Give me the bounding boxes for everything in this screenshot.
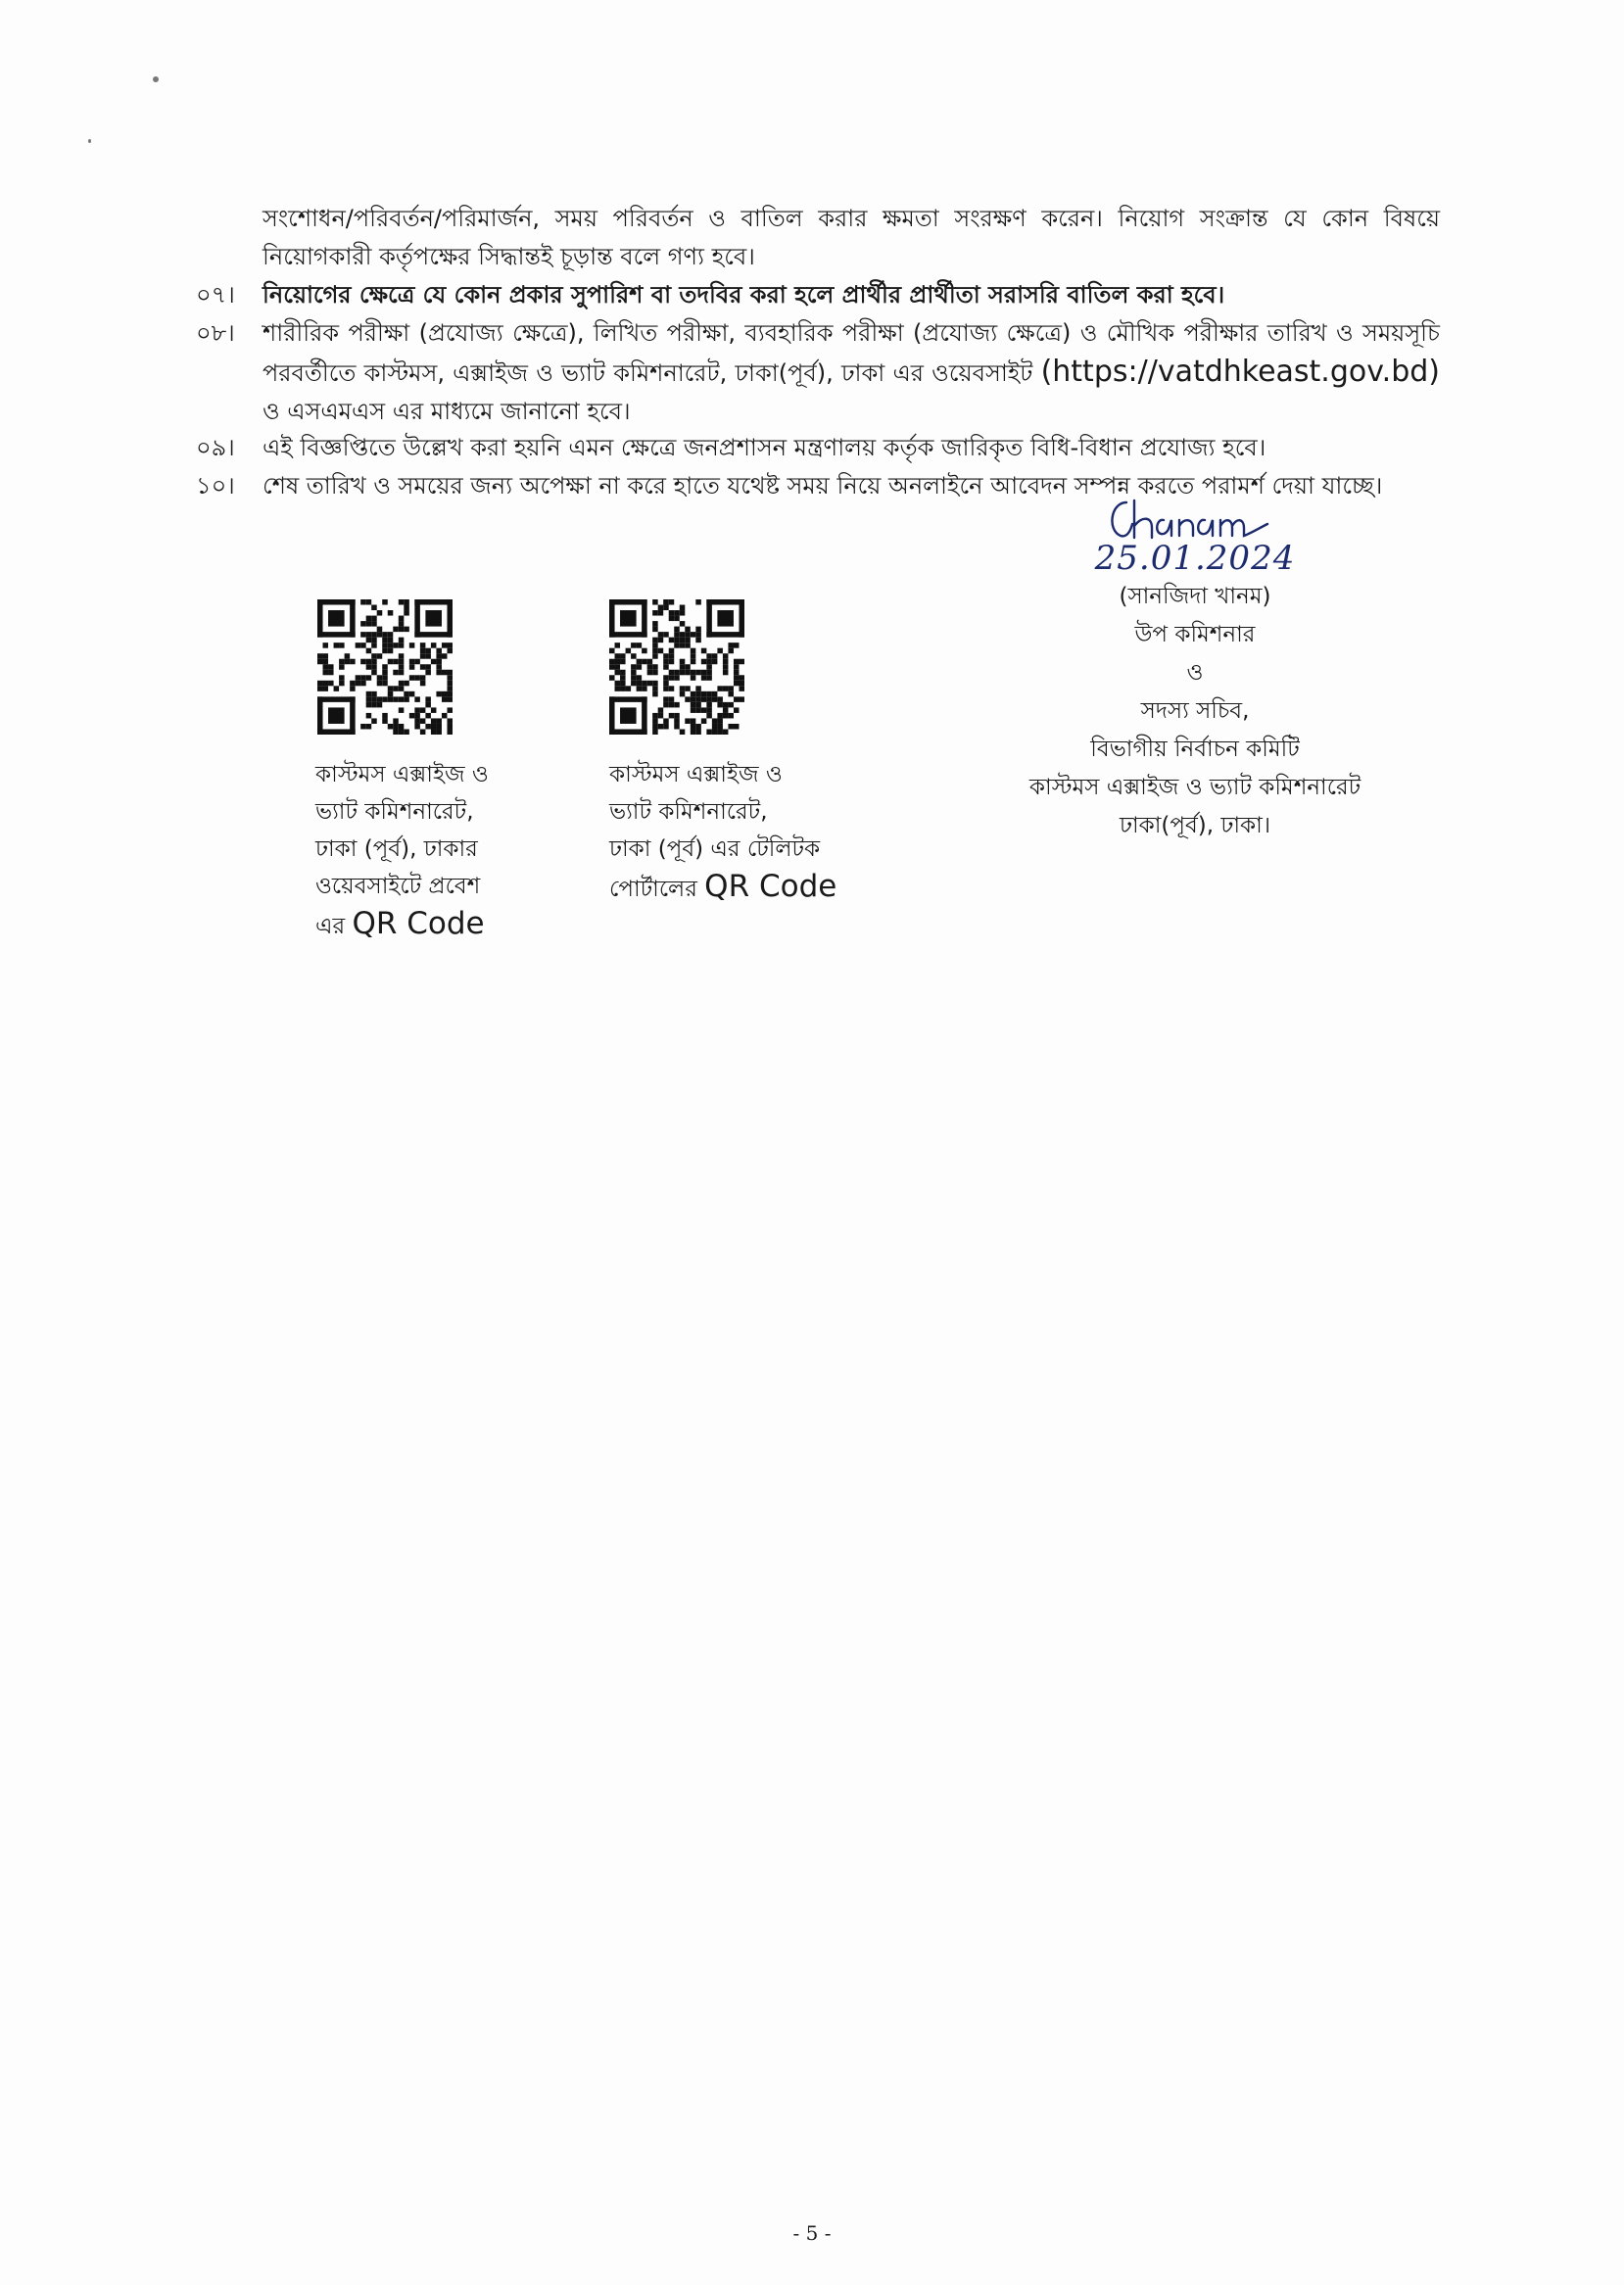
signatory-location: ঢাকা(পূর্ব), ঢাকা। (1119, 813, 1271, 838)
scan-speck (153, 76, 159, 82)
signature-block (979, 495, 1410, 845)
item-number: ১০। (196, 472, 235, 500)
qr-caption-prefix: পোর্টালের (609, 877, 697, 902)
item-text: শেষ তারিখ ও সময়ের জন্য অপেক্ষা না করে হাতে যথেষ্ট সময় নিয়ে অনলাইনে আবেদন সম্পন্ন করতে পরামর্শ দেয়া যাচ্ছে। (263, 472, 1383, 500)
signatory-conjunction: ও (1186, 660, 1204, 686)
signatory-committee: বিভাগীয় নির্বাচন কমিটি (1090, 737, 1300, 762)
item-number: ০৭। (196, 281, 235, 309)
qr-teletalk-block (609, 599, 874, 908)
item-number: ০৯। (196, 434, 235, 461)
item-number: ০৮। (196, 319, 235, 347)
item-text-part: ও এসএমএস এর মাধ্যমে জানানো হবে। (263, 398, 631, 425)
qr-caption-en: QR Code (704, 869, 837, 904)
qr-caption-line: ভ্যাট কমিশনারেট, (315, 799, 474, 825)
item-text: নিয়োগের ক্ষেত্রে যে কোন প্রকার সুপারিশ বা তদবির করা হলে প্রার্থীর প্রার্থীতা সরাসরি বাতিল করা হবে। (263, 281, 1225, 309)
item-text: এই বিজ্ঞপ্তিতে উল্লেখ করা হয়নি এমন ক্ষেত্রে জনপ্রশাসন মন্ত্রণালয় কর্তৃক জারিকৃত বিধি-বিধান প্রযোজ্য হবে। (263, 434, 1266, 461)
page-number: - 5 - (792, 2221, 832, 2245)
qr-code-icon (609, 599, 744, 735)
qr-caption-line: ঢাকা (পূর্ব) এর টেলিটক (609, 836, 821, 862)
qr-caption-line (315, 905, 550, 945)
qr-caption-line: ওয়েবসাইটে প্রবেশ (315, 874, 481, 899)
website-url: (https://vatdhkeast.gov.bd) (1040, 355, 1440, 389)
item-07 (196, 276, 1440, 314)
item-text (263, 314, 1440, 431)
qr-caption-en: QR Code (352, 906, 485, 941)
item-09 (196, 429, 1440, 467)
qr-caption-line: কাস্টমস এক্সাইজ ও (609, 762, 783, 787)
item-08 (196, 314, 1440, 431)
qr-code-icon (317, 599, 453, 735)
qr-website-block (315, 599, 550, 945)
signature-date: 25.01.2024 (1094, 539, 1296, 578)
continuation-paragraph: সংশোধন/পরিবর্তন/পরিমার্জন, সময় পরিবর্তন ও বাতিল করার ক্ষমতা সংরক্ষণ করেন। নিয়োগ সংক্রান্ত যে কোন বিষয়ে নিয়োগকারী কর্তৃপক্ষের সিদ্ধান্তই চূড়ান্ত বলে গণ্য হবে। (263, 205, 1440, 270)
signatory-role: সদস্য সচিব, (1140, 698, 1250, 724)
qr-caption-line (609, 868, 874, 908)
qr-caption-line: কাস্টমস এক্সাইজ ও (315, 762, 489, 787)
qr-caption-line: ঢাকা (পূর্ব), ঢাকার (315, 836, 478, 862)
signatory-designation: উপ কমিশনার (1134, 622, 1256, 647)
qr-caption-line: ভ্যাট কমিশনারেট, (609, 799, 768, 825)
signatory-office: কাস্টমস এক্সাইজ ও ভ্যাট কমিশনারেট (1028, 775, 1361, 800)
qr-caption-prefix: এর (315, 914, 346, 939)
signatory-name: (সানজিদা খানম) (1119, 584, 1271, 609)
item-text-part: শারীরিক পরীক্ষা (প্রযোজ্য ক্ষেত্রে), লিখিত পরীক্ষা, ব্যবহারিক পরীক্ষা (প্রযোজ্য ক্ষেত্রে) ও মৌখিক পরীক্ষার তারিখ ও সময়সূচি পরবর্তীতে কাস্টমস, এক্সাইজ ও ভ্যাট কমিশনারেট, ঢাকা(পূর্ব), ঢাকা এর ওয়েবসাইট (263, 319, 1440, 387)
scan-speck (88, 139, 91, 143)
